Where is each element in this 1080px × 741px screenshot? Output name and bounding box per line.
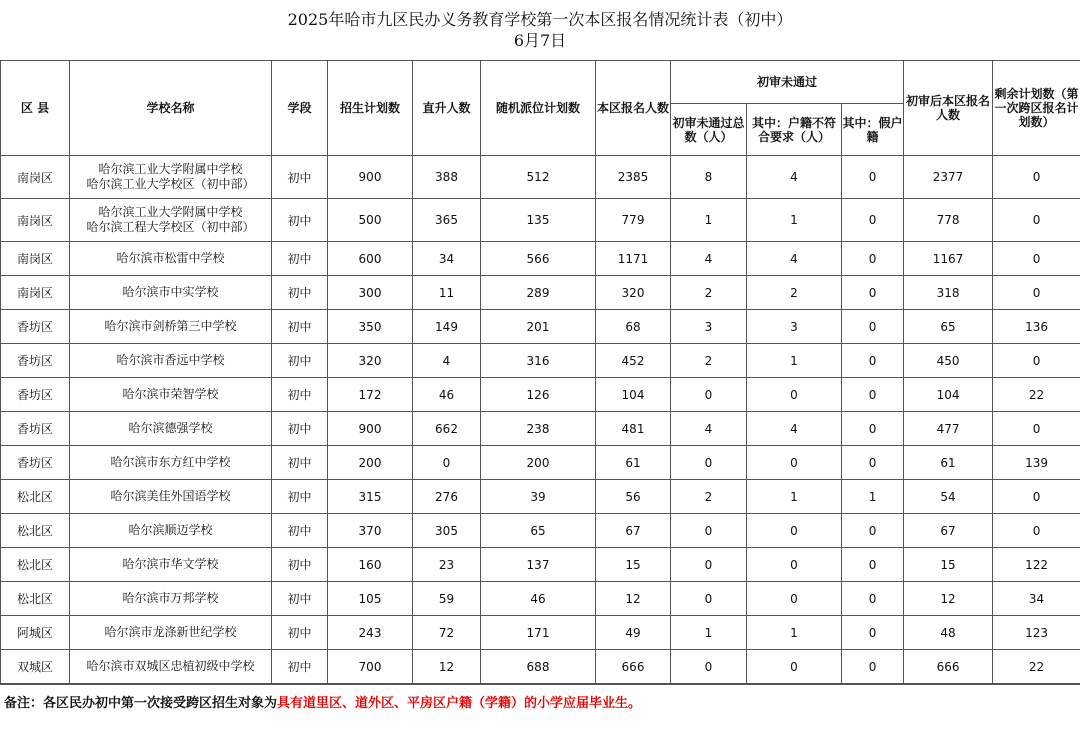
- cell-plan: 500: [328, 199, 413, 242]
- table-row: [1, 344, 1080, 378]
- school-name-line-2: 哈尔滨工业大学校区（初中部）: [86, 177, 255, 191]
- cell-after-review: 450: [904, 344, 993, 378]
- cell-remaining: 0: [993, 156, 1080, 199]
- cell-failed-total: 0: [671, 446, 747, 480]
- school-name-line-1: 哈尔滨市中实学校: [122, 285, 219, 299]
- cell-district: 双城区: [1, 650, 70, 684]
- cell-applicants: 12: [596, 582, 671, 616]
- cell-school: [70, 514, 272, 548]
- cell-direct: 365: [413, 199, 481, 242]
- cell-failed-fake: 0: [842, 446, 904, 480]
- cell-stage: 初中: [272, 548, 328, 582]
- cell-failed-hukou: 4: [747, 412, 842, 446]
- cell-applicants: 49: [596, 616, 671, 650]
- cell-plan: 900: [328, 156, 413, 199]
- cell-random: 137: [481, 548, 596, 582]
- cell-random: 135: [481, 199, 596, 242]
- cell-direct: 12: [413, 650, 481, 684]
- cell-applicants: 61: [596, 446, 671, 480]
- school-name-line-1: 哈尔滨市华文学校: [122, 557, 219, 571]
- cell-failed-fake: 0: [842, 650, 904, 684]
- cell-stage: 初中: [272, 514, 328, 548]
- cell-random: 39: [481, 480, 596, 514]
- cell-district: 松北区: [1, 548, 70, 582]
- table-row: [1, 310, 1080, 344]
- cell-after-review: 67: [904, 514, 993, 548]
- cell-failed-total: 0: [671, 650, 747, 684]
- cell-stage: 初中: [272, 344, 328, 378]
- school-name-line-2: 哈尔滨工程大学校区（初中部）: [86, 220, 255, 234]
- table-body: [1, 156, 1080, 684]
- cell-direct: 46: [413, 378, 481, 412]
- cell-applicants: 666: [596, 650, 671, 684]
- table-row: [1, 199, 1080, 242]
- header-plan: 招生计划数: [328, 61, 413, 156]
- cell-plan: 370: [328, 514, 413, 548]
- table-row: [1, 582, 1080, 616]
- cell-stage: 初中: [272, 446, 328, 480]
- cell-plan: 172: [328, 378, 413, 412]
- cell-direct: 662: [413, 412, 481, 446]
- cell-failed-hukou: 0: [747, 548, 842, 582]
- cell-failed-total: 8: [671, 156, 747, 199]
- cell-failed-fake: 1: [842, 480, 904, 514]
- cell-plan: 600: [328, 242, 413, 276]
- cell-after-review: 12: [904, 582, 993, 616]
- cell-random: 200: [481, 446, 596, 480]
- cell-failed-total: 2: [671, 344, 747, 378]
- cell-remaining: 0: [993, 480, 1080, 514]
- cell-school: [70, 412, 272, 446]
- cell-school: [70, 344, 272, 378]
- cell-stage: 初中: [272, 242, 328, 276]
- cell-failed-fake: 0: [842, 310, 904, 344]
- header-district: 区 县: [1, 61, 70, 156]
- cell-plan: 160: [328, 548, 413, 582]
- table-header: [1, 61, 1080, 156]
- cell-failed-total: 4: [671, 412, 747, 446]
- cell-stage: 初中: [272, 276, 328, 310]
- header-after-review: 初审后本区报名人数: [904, 61, 993, 156]
- cell-after-review: 104: [904, 378, 993, 412]
- cell-failed-total: 4: [671, 242, 747, 276]
- cell-random: 289: [481, 276, 596, 310]
- cell-remaining: 0: [993, 242, 1080, 276]
- cell-applicants: 68: [596, 310, 671, 344]
- cell-plan: 200: [328, 446, 413, 480]
- cell-stage: 初中: [272, 310, 328, 344]
- cell-plan: 315: [328, 480, 413, 514]
- cell-failed-fake: 0: [842, 378, 904, 412]
- cell-district: 松北区: [1, 582, 70, 616]
- cell-failed-fake: 0: [842, 242, 904, 276]
- header-applicants: 本区报名人数: [596, 61, 671, 156]
- cell-remaining: 34: [993, 582, 1080, 616]
- cell-failed-fake: 0: [842, 548, 904, 582]
- cell-school: [70, 378, 272, 412]
- cell-plan: 300: [328, 276, 413, 310]
- cell-school: [70, 616, 272, 650]
- cell-applicants: 779: [596, 199, 671, 242]
- cell-failed-total: 2: [671, 480, 747, 514]
- cell-direct: 59: [413, 582, 481, 616]
- statistics-table: [0, 60, 1080, 684]
- cell-after-review: 61: [904, 446, 993, 480]
- school-name-line-1: 哈尔滨市松雷中学校: [116, 251, 225, 265]
- cell-failed-total: 2: [671, 276, 747, 310]
- cell-stage: 初中: [272, 480, 328, 514]
- school-name-line-1: 哈尔滨市万邦学校: [122, 591, 219, 605]
- cell-stage: 初中: [272, 199, 328, 242]
- cell-random: 238: [481, 412, 596, 446]
- cell-plan: 105: [328, 582, 413, 616]
- cell-district: 南岗区: [1, 199, 70, 242]
- cell-failed-hukou: 0: [747, 378, 842, 412]
- cell-district: 南岗区: [1, 276, 70, 310]
- cell-failed-hukou: 0: [747, 650, 842, 684]
- table-row: [1, 276, 1080, 310]
- cell-district: 南岗区: [1, 242, 70, 276]
- footnote-highlight: 具有道里区、道外区、平房区户籍（学籍）的小学应届毕业生。: [277, 696, 642, 711]
- school-name-line-1: 哈尔滨市剑桥第三中学校: [104, 319, 237, 333]
- table-row: [1, 156, 1080, 199]
- cell-direct: 4: [413, 344, 481, 378]
- header-failed-fake: 其中：假户籍: [842, 104, 904, 156]
- cell-direct: 34: [413, 242, 481, 276]
- title-line-1: 2025年哈市九区民办义务教育学校第一次本区报名情况统计表（初中）: [287, 10, 793, 29]
- table-row: [1, 616, 1080, 650]
- cell-plan: 900: [328, 412, 413, 446]
- cell-applicants: 67: [596, 514, 671, 548]
- school-name-line-1: 哈尔滨德强学校: [128, 421, 213, 435]
- cell-failed-hukou: 3: [747, 310, 842, 344]
- cell-random: 566: [481, 242, 596, 276]
- school-name-line-1: 哈尔滨顺迈学校: [128, 523, 213, 537]
- cell-failed-fake: 0: [842, 616, 904, 650]
- cell-district: 香坊区: [1, 310, 70, 344]
- school-name-line-1: 哈尔滨市东方红中学校: [110, 455, 231, 469]
- cell-stage: 初中: [272, 650, 328, 684]
- cell-applicants: 56: [596, 480, 671, 514]
- cell-plan: 350: [328, 310, 413, 344]
- cell-school: [70, 446, 272, 480]
- cell-failed-total: 0: [671, 548, 747, 582]
- cell-failed-fake: 0: [842, 412, 904, 446]
- cell-school: [70, 582, 272, 616]
- cell-school: [70, 310, 272, 344]
- cell-school: [70, 199, 272, 242]
- cell-failed-hukou: 1: [747, 480, 842, 514]
- cell-failed-fake: 0: [842, 344, 904, 378]
- school-name-line-1: 哈尔滨美佳外国语学校: [110, 489, 231, 503]
- cell-after-review: 54: [904, 480, 993, 514]
- cell-failed-total: 0: [671, 582, 747, 616]
- cell-applicants: 1171: [596, 242, 671, 276]
- cell-failed-fake: 0: [842, 199, 904, 242]
- cell-school: [70, 548, 272, 582]
- cell-plan: 243: [328, 616, 413, 650]
- table-row: [1, 650, 1080, 684]
- cell-district: 南岗区: [1, 156, 70, 199]
- footnote: [0, 684, 1080, 722]
- cell-random: 512: [481, 156, 596, 199]
- cell-after-review: 48: [904, 616, 993, 650]
- cell-plan: 320: [328, 344, 413, 378]
- cell-stage: 初中: [272, 616, 328, 650]
- cell-direct: 72: [413, 616, 481, 650]
- cell-after-review: 2377: [904, 156, 993, 199]
- cell-school: [70, 242, 272, 276]
- cell-after-review: 778: [904, 199, 993, 242]
- cell-direct: 305: [413, 514, 481, 548]
- cell-direct: 276: [413, 480, 481, 514]
- cell-failed-hukou: 1: [747, 199, 842, 242]
- cell-failed-hukou: 4: [747, 156, 842, 199]
- cell-failed-fake: 0: [842, 582, 904, 616]
- cell-direct: 11: [413, 276, 481, 310]
- cell-failed-hukou: 2: [747, 276, 842, 310]
- cell-district: 阿城区: [1, 616, 70, 650]
- cell-failed-fake: 0: [842, 276, 904, 310]
- cell-school: [70, 156, 272, 199]
- cell-failed-hukou: 4: [747, 242, 842, 276]
- header-failed-hukou: 其中：户籍不符合要求（人）: [747, 104, 842, 156]
- cell-applicants: 2385: [596, 156, 671, 199]
- cell-remaining: 22: [993, 650, 1080, 684]
- cell-remaining: 0: [993, 514, 1080, 548]
- cell-district: 松北区: [1, 480, 70, 514]
- cell-failed-total: 1: [671, 199, 747, 242]
- cell-applicants: 104: [596, 378, 671, 412]
- cell-district: 香坊区: [1, 446, 70, 480]
- cell-failed-hukou: 0: [747, 582, 842, 616]
- cell-random: 46: [481, 582, 596, 616]
- header-stage: 学段: [272, 61, 328, 156]
- cell-random: 688: [481, 650, 596, 684]
- cell-direct: 23: [413, 548, 481, 582]
- cell-district: 香坊区: [1, 412, 70, 446]
- cell-random: 171: [481, 616, 596, 650]
- cell-remaining: 139: [993, 446, 1080, 480]
- cell-stage: 初中: [272, 156, 328, 199]
- cell-remaining: 0: [993, 344, 1080, 378]
- cell-school: [70, 480, 272, 514]
- cell-failed-total: 0: [671, 378, 747, 412]
- cell-after-review: 666: [904, 650, 993, 684]
- cell-district: 松北区: [1, 514, 70, 548]
- cell-direct: 0: [413, 446, 481, 480]
- cell-remaining: 0: [993, 276, 1080, 310]
- cell-school: [70, 650, 272, 684]
- cell-after-review: 15: [904, 548, 993, 582]
- header-school: 学校名称: [70, 61, 272, 156]
- cell-failed-hukou: 1: [747, 344, 842, 378]
- cell-remaining: 0: [993, 199, 1080, 242]
- cell-direct: 149: [413, 310, 481, 344]
- cell-district: 香坊区: [1, 344, 70, 378]
- cell-failed-fake: 0: [842, 156, 904, 199]
- table-row: [1, 514, 1080, 548]
- table-title: [0, 0, 1080, 60]
- cell-failed-total: 3: [671, 310, 747, 344]
- school-name-line-1: 哈尔滨工业大学附属中学校: [98, 205, 243, 219]
- cell-failed-hukou: 1: [747, 616, 842, 650]
- footnote-prefix: 备注：各区民办初中第一次接受跨区招生对象为: [4, 696, 278, 711]
- cell-random: 65: [481, 514, 596, 548]
- cell-after-review: 1167: [904, 242, 993, 276]
- school-name-line-1: 哈尔滨工业大学附属中学校: [98, 162, 243, 176]
- cell-remaining: 0: [993, 412, 1080, 446]
- school-name-line-1: 哈尔滨市荣智学校: [122, 387, 219, 401]
- cell-remaining: 136: [993, 310, 1080, 344]
- cell-applicants: 15: [596, 548, 671, 582]
- cell-district: 香坊区: [1, 378, 70, 412]
- cell-failed-total: 1: [671, 616, 747, 650]
- cell-remaining: 22: [993, 378, 1080, 412]
- table-row: [1, 480, 1080, 514]
- cell-applicants: 481: [596, 412, 671, 446]
- cell-failed-fake: 0: [842, 514, 904, 548]
- cell-applicants: 452: [596, 344, 671, 378]
- cell-stage: 初中: [272, 412, 328, 446]
- school-name-line-1: 哈尔滨市龙涤新世纪学校: [104, 625, 237, 639]
- cell-random: 201: [481, 310, 596, 344]
- table-row: [1, 242, 1080, 276]
- header-failed-group: 初审未通过: [671, 61, 904, 104]
- header-direct: 直升人数: [413, 61, 481, 156]
- cell-random: 126: [481, 378, 596, 412]
- table-row: [1, 548, 1080, 582]
- header-random: 随机派位计划数: [481, 61, 596, 156]
- table-row: [1, 378, 1080, 412]
- school-name-line-1: 哈尔滨市香远中学校: [116, 353, 225, 367]
- header-failed-total: 初审未通过总数（人）: [671, 104, 747, 156]
- title-line-2: 6月7日: [513, 31, 567, 50]
- header-remaining: 剩余计划数（第一次跨区报名计划数）: [993, 61, 1080, 156]
- cell-school: [70, 276, 272, 310]
- cell-random: 316: [481, 344, 596, 378]
- table-row: [1, 412, 1080, 446]
- table-row: [1, 446, 1080, 480]
- cell-stage: 初中: [272, 378, 328, 412]
- cell-failed-hukou: 0: [747, 446, 842, 480]
- cell-remaining: 122: [993, 548, 1080, 582]
- cell-failed-total: 0: [671, 514, 747, 548]
- school-name-line-1: 哈尔滨市双城区忠植初级中学校: [86, 659, 255, 673]
- cell-after-review: 318: [904, 276, 993, 310]
- cell-failed-hukou: 0: [747, 514, 842, 548]
- cell-after-review: 65: [904, 310, 993, 344]
- cell-direct: 388: [413, 156, 481, 199]
- cell-stage: 初中: [272, 582, 328, 616]
- cell-applicants: 320: [596, 276, 671, 310]
- cell-after-review: 477: [904, 412, 993, 446]
- cell-plan: 700: [328, 650, 413, 684]
- cell-remaining: 123: [993, 616, 1080, 650]
